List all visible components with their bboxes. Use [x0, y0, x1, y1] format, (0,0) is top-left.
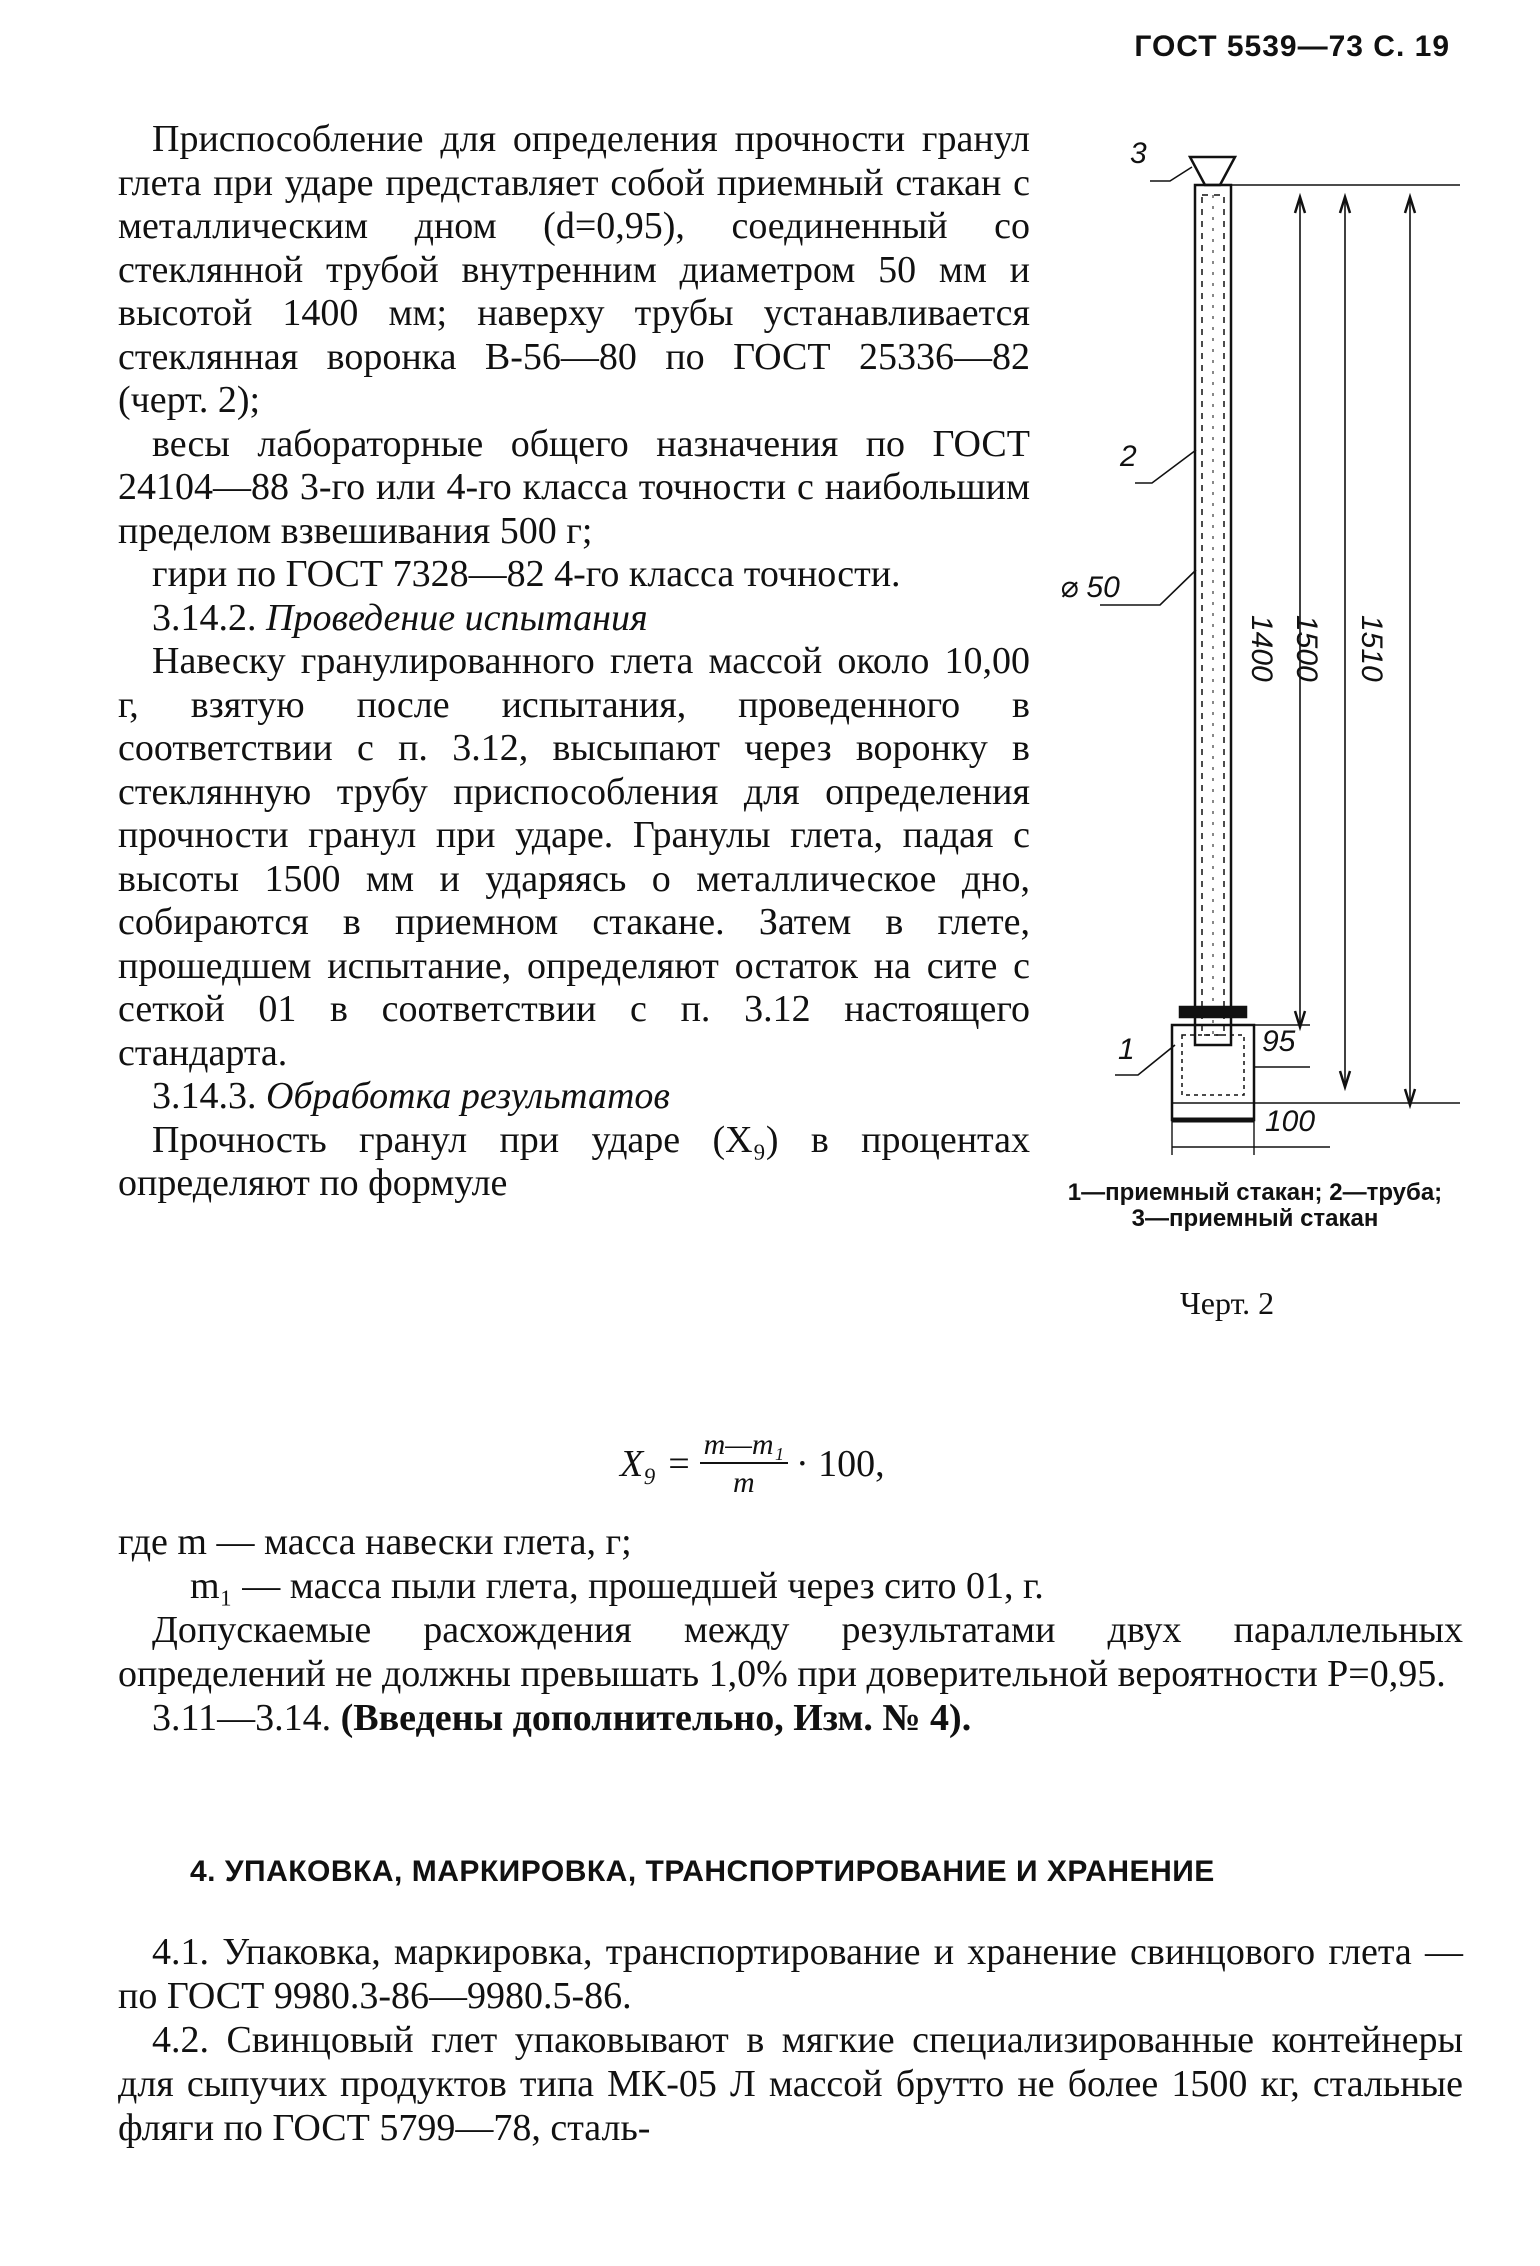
dimension-1400: 1400: [1245, 615, 1278, 682]
paragraph-formula-intro: Прочность гранул при ударе (X₉) в процентах определяют по формуле: [118, 1118, 1030, 1204]
left-text-column: [118, 118, 1030, 1206]
figure-number: Черт. 2: [1180, 1285, 1275, 1321]
amendment-number: 3.11—3.14.: [152, 1697, 332, 1739]
callout-label-2: 2: [1120, 440, 1137, 473]
formula-x9: [620, 1428, 885, 1500]
paragraph-4-1: 4.1. Упаковка, маркировка, транспортирование и хранение свинцового глета — по ГОСТ 9980.3-86—9980.5-86.: [118, 1931, 1463, 2017]
definitions-block: [118, 1520, 1463, 1740]
formula-rhs: · 100,: [796, 1443, 885, 1485]
formula-numerator: m—m₁: [700, 1428, 788, 1464]
callout-label-3: 3: [1130, 137, 1147, 170]
paragraph-weights: гири по ГОСТ 7328—82 4-го класса точности.: [152, 553, 901, 595]
paragraph-tolerance: Допускаемые расхождения между результатами двух параллельных определений не должны превышать 1,0% при доверительной вероятности P=0,95.: [118, 1609, 1463, 1695]
section-4-body: [118, 1930, 1463, 2150]
definition-m1: m₁ — масса пыли глета, прошедшей через сито 01, г.: [190, 1565, 1044, 1607]
dimension-95: 95: [1262, 1025, 1296, 1058]
diameter-label: ⌀ 50: [1060, 571, 1120, 604]
callout-label-1: 1: [1118, 1033, 1135, 1066]
paragraph-scales: весы лабораторные общего назначения по ГОСТ 24104—88 3-го или 4-го класса точности с наибольшим пределом взвешивания 500 г;: [118, 422, 1030, 552]
paragraph-procedure: Навеску гранулированного глета массой около 10,00 г, взятую после испытания, проведенного в соответствии с п. 3.12, высыпают через воронку в стеклянную трубу приспособления для определения прочности гранул при ударе. Гранулы глета, падая с высоты 1500 мм и ударяясь о металлическое дно, собираются в приемном стакане. Затем в глете, прошедшем испытание, определяют остаток на сите с сеткой 01 в соответствии с п. 3.12 настоящего стандарта.: [118, 640, 1030, 1074]
section-heading: 4. УПАКОВКА, МАРКИРОВКА, ТРАНСПОРТИРОВАНИЕ И ХРАНЕНИЕ: [190, 1855, 1215, 1888]
subsection-title: Обработка результатов: [266, 1075, 670, 1117]
subsection-heading-results: [118, 1075, 1030, 1119]
figure-apparatus: [1040, 137, 1460, 1355]
figure-caption: 1—приемный стакан; 2—труба; 3—приемный стакан: [1067, 1179, 1443, 1232]
subsection-title: Проведение испытания: [266, 596, 648, 639]
formula-fraction: [700, 1428, 788, 1500]
page-header: ГОСТ 5539—73 С. 19: [1134, 30, 1450, 63]
subsection-number: 3.14.2.: [152, 596, 257, 639]
formula-denominator: m: [732, 1466, 755, 1499]
subsection-number: 3.14.3.: [152, 1075, 257, 1117]
amendment-note: [118, 1696, 1463, 1740]
subsection-heading-test: [118, 597, 1030, 641]
paragraph-device: Приспособление для определения прочности гранул глета при ударе представляет собой приемный стакан с металлическим дном (d=0,95), соединенный со стеклянной трубой внутренним диаметром 50 мм и высотой 1400 мм; наверху трубы устанавливается стеклянная воронка В-56—80 по ГОСТ 25336—82 (черт. 2);: [118, 118, 1030, 421]
formula-lhs: X₉ =: [620, 1443, 692, 1485]
dimension-1500: 1500: [1290, 615, 1323, 682]
amendment-text: (Введены дополнительно, Изм. № 4).: [340, 1697, 972, 1739]
dimension-1510: 1510: [1355, 615, 1388, 682]
definition-m: где m — масса навески глета, г;: [118, 1521, 632, 1563]
paragraph-4-2: 4.2. Свинцовый глет упаковывают в мягкие специализированные контейнеры для сыпучих продуктов типа МК-05 Л массой брутто не более 1500 кг, стальные фляги по ГОСТ 5799—78, сталь-: [118, 2019, 1463, 2149]
dimension-100: 100: [1265, 1105, 1316, 1138]
